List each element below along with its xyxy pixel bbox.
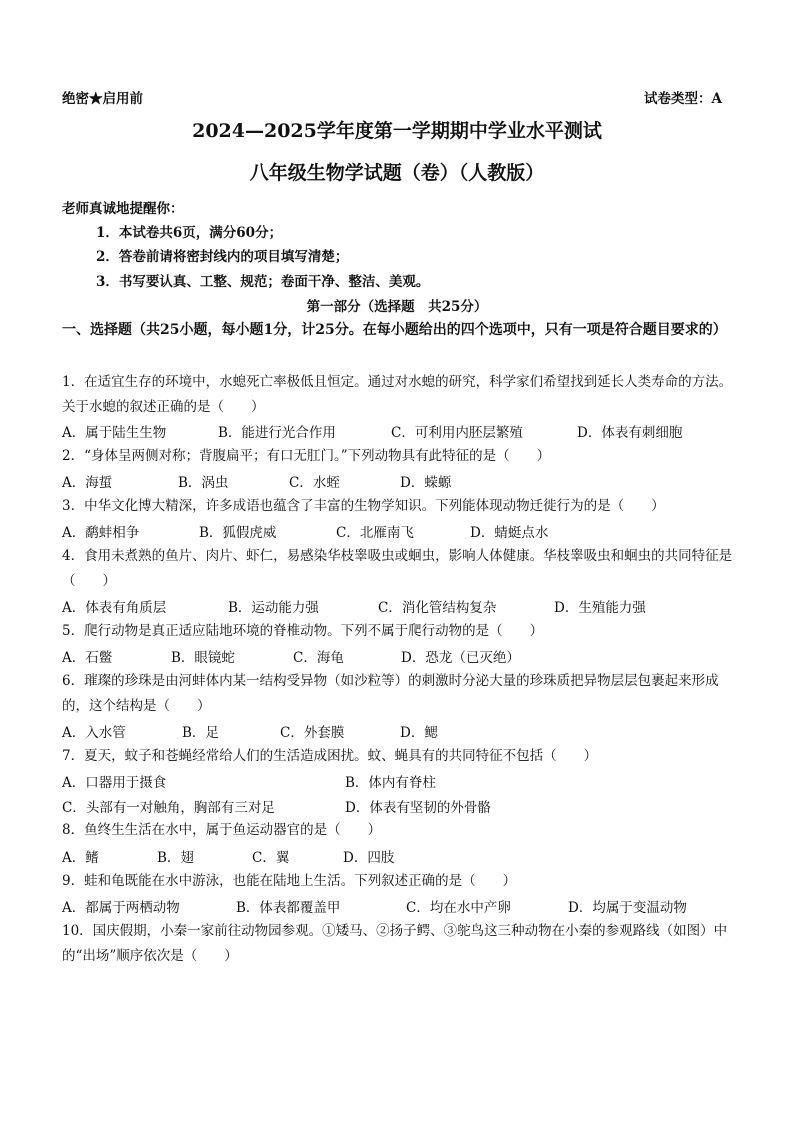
option: B．狐假虎威: [199, 525, 277, 541]
option: D．蝾螈: [400, 475, 452, 491]
option: C．海龟: [293, 650, 344, 666]
question-stem: 9．蛙和龟既能在水中游泳，也能在陆地上生活。下列叙述正确的是（ ）: [62, 873, 517, 889]
question-stem: 5．爬行动物是真正适应陆地环境的脊椎动物。下列不属于爬行动物的是（ ）: [62, 623, 544, 639]
option: B．眼镜蛇: [171, 650, 235, 666]
reminder-item: 3．书写要认真、工整、规范；卷面干净、整洁、美观。: [96, 274, 430, 290]
reminder-item: 1．本试卷共6页，满分60分；: [96, 225, 283, 241]
option: A．海蜇: [62, 475, 113, 491]
option: C．均在水中产卵: [406, 900, 511, 916]
option: D．体表有坚韧的外骨骼: [345, 800, 491, 816]
option: A．鹬蚌相争: [62, 525, 140, 541]
option: A．口器用于摄食: [62, 775, 167, 791]
option: B．足: [182, 725, 219, 741]
option: B．翅: [157, 850, 194, 866]
option: B．体内有脊柱: [345, 775, 436, 791]
section-instruction: 一、选择题（共25小题，每小题1分，计25分。在每小题给出的四个选项中，只有一项是符合题目要求的）: [62, 322, 727, 338]
question-stem: 6．璀璨的珍珠是由河蚌体内某一结构受异物（如沙粒等）的刺激时分泌大量的珍珠质把异物层层包裹起来形成的，这个结构是（ ）: [62, 673, 719, 714]
option: D．蜻蜓点水: [470, 525, 549, 541]
option: C．北雁南飞: [336, 525, 414, 541]
question-stem: 4．食用未煮熟的鱼片、肉片、虾仁，易感染华枝睾吸虫或蛔虫，影响人体健康。华枝睾吸虫和蛔虫的共同特征是（ ）: [62, 548, 733, 589]
option: D．恐龙（已灭绝）: [401, 650, 520, 666]
option: B．能进行光合作用: [218, 425, 336, 441]
option: C．水蛭: [289, 475, 340, 491]
option: C．可利用内胚层繁殖: [391, 425, 523, 441]
option: D．生殖能力强: [554, 600, 646, 616]
exam-subtitle: 八年级生物学试题（卷）（人教版）: [249, 162, 545, 184]
option: D．鳃: [400, 725, 438, 741]
part-heading: 第一部分（选择题 共25分）: [306, 299, 488, 315]
option: B．体表都覆盖甲: [236, 900, 341, 916]
question-stem: 1．在适宜生存的环境中，水螅死亡率极低且恒定。通过对水螅的研究，科学家们希望找到延长人类寿命的方法。关于水螅的叙述正确的是（ ）: [62, 374, 733, 415]
option: A．入水管: [62, 725, 126, 741]
question-stem: 2．“身体呈两侧对称；背腹扁平；有口无肛门。”下列动物具有此特征的是（ ）: [62, 448, 551, 464]
option: D．体表有刺细胞: [577, 425, 683, 441]
option: C．头部有一对触角，胸部有三对足: [62, 800, 275, 816]
option: C．消化管结构复杂: [378, 600, 497, 616]
option: B．涡虫: [178, 475, 229, 491]
option: A．鳍: [62, 850, 99, 866]
reminder-item: 2．答卷前请将密封线内的项目填写清楚；: [96, 249, 349, 265]
option: A．都属于两栖动物: [62, 900, 180, 916]
question-stem: 7．夏天，蚊子和苍蝇经常给人们的生活造成困扰。蚊、蝇具有的共同特征不包括（ ）: [62, 748, 598, 764]
exam-title: 2024—2025学年度第一学期期中学业水平测试: [192, 120, 602, 142]
reminder-heading: 老师真诚地提醒你：: [62, 201, 184, 217]
option: D．均属于变温动物: [568, 900, 687, 916]
option: A．属于陆生生物: [62, 425, 167, 441]
confidential-label: 绝密★启用前: [62, 91, 143, 107]
option: A．石鳖: [62, 650, 113, 666]
option: A．体表有角质层: [62, 600, 167, 616]
paper-type-label: 试卷类型：A: [644, 91, 722, 107]
option: C．翼: [252, 850, 290, 866]
question-stem: 3．中华文化博大精深，许多成语也蕴含了丰富的生物学知识。下列能体现动物迁徙行为的是（ ）: [62, 498, 665, 514]
option: C．外套膜: [280, 725, 345, 741]
option: B．运动能力强: [228, 600, 319, 616]
question-stem: 10．国庆假期，小秦一家前往动物园参观。①矮马、②扬子鳄、③鸵鸟这三种动物在小秦的参观路线（如图）中的“出场”顺序依次是（ ）: [62, 923, 728, 964]
option: D．四肢: [343, 850, 395, 866]
question-stem: 8．鱼终生生活在水中，属于鱼运动器官的是（ ）: [62, 822, 382, 838]
